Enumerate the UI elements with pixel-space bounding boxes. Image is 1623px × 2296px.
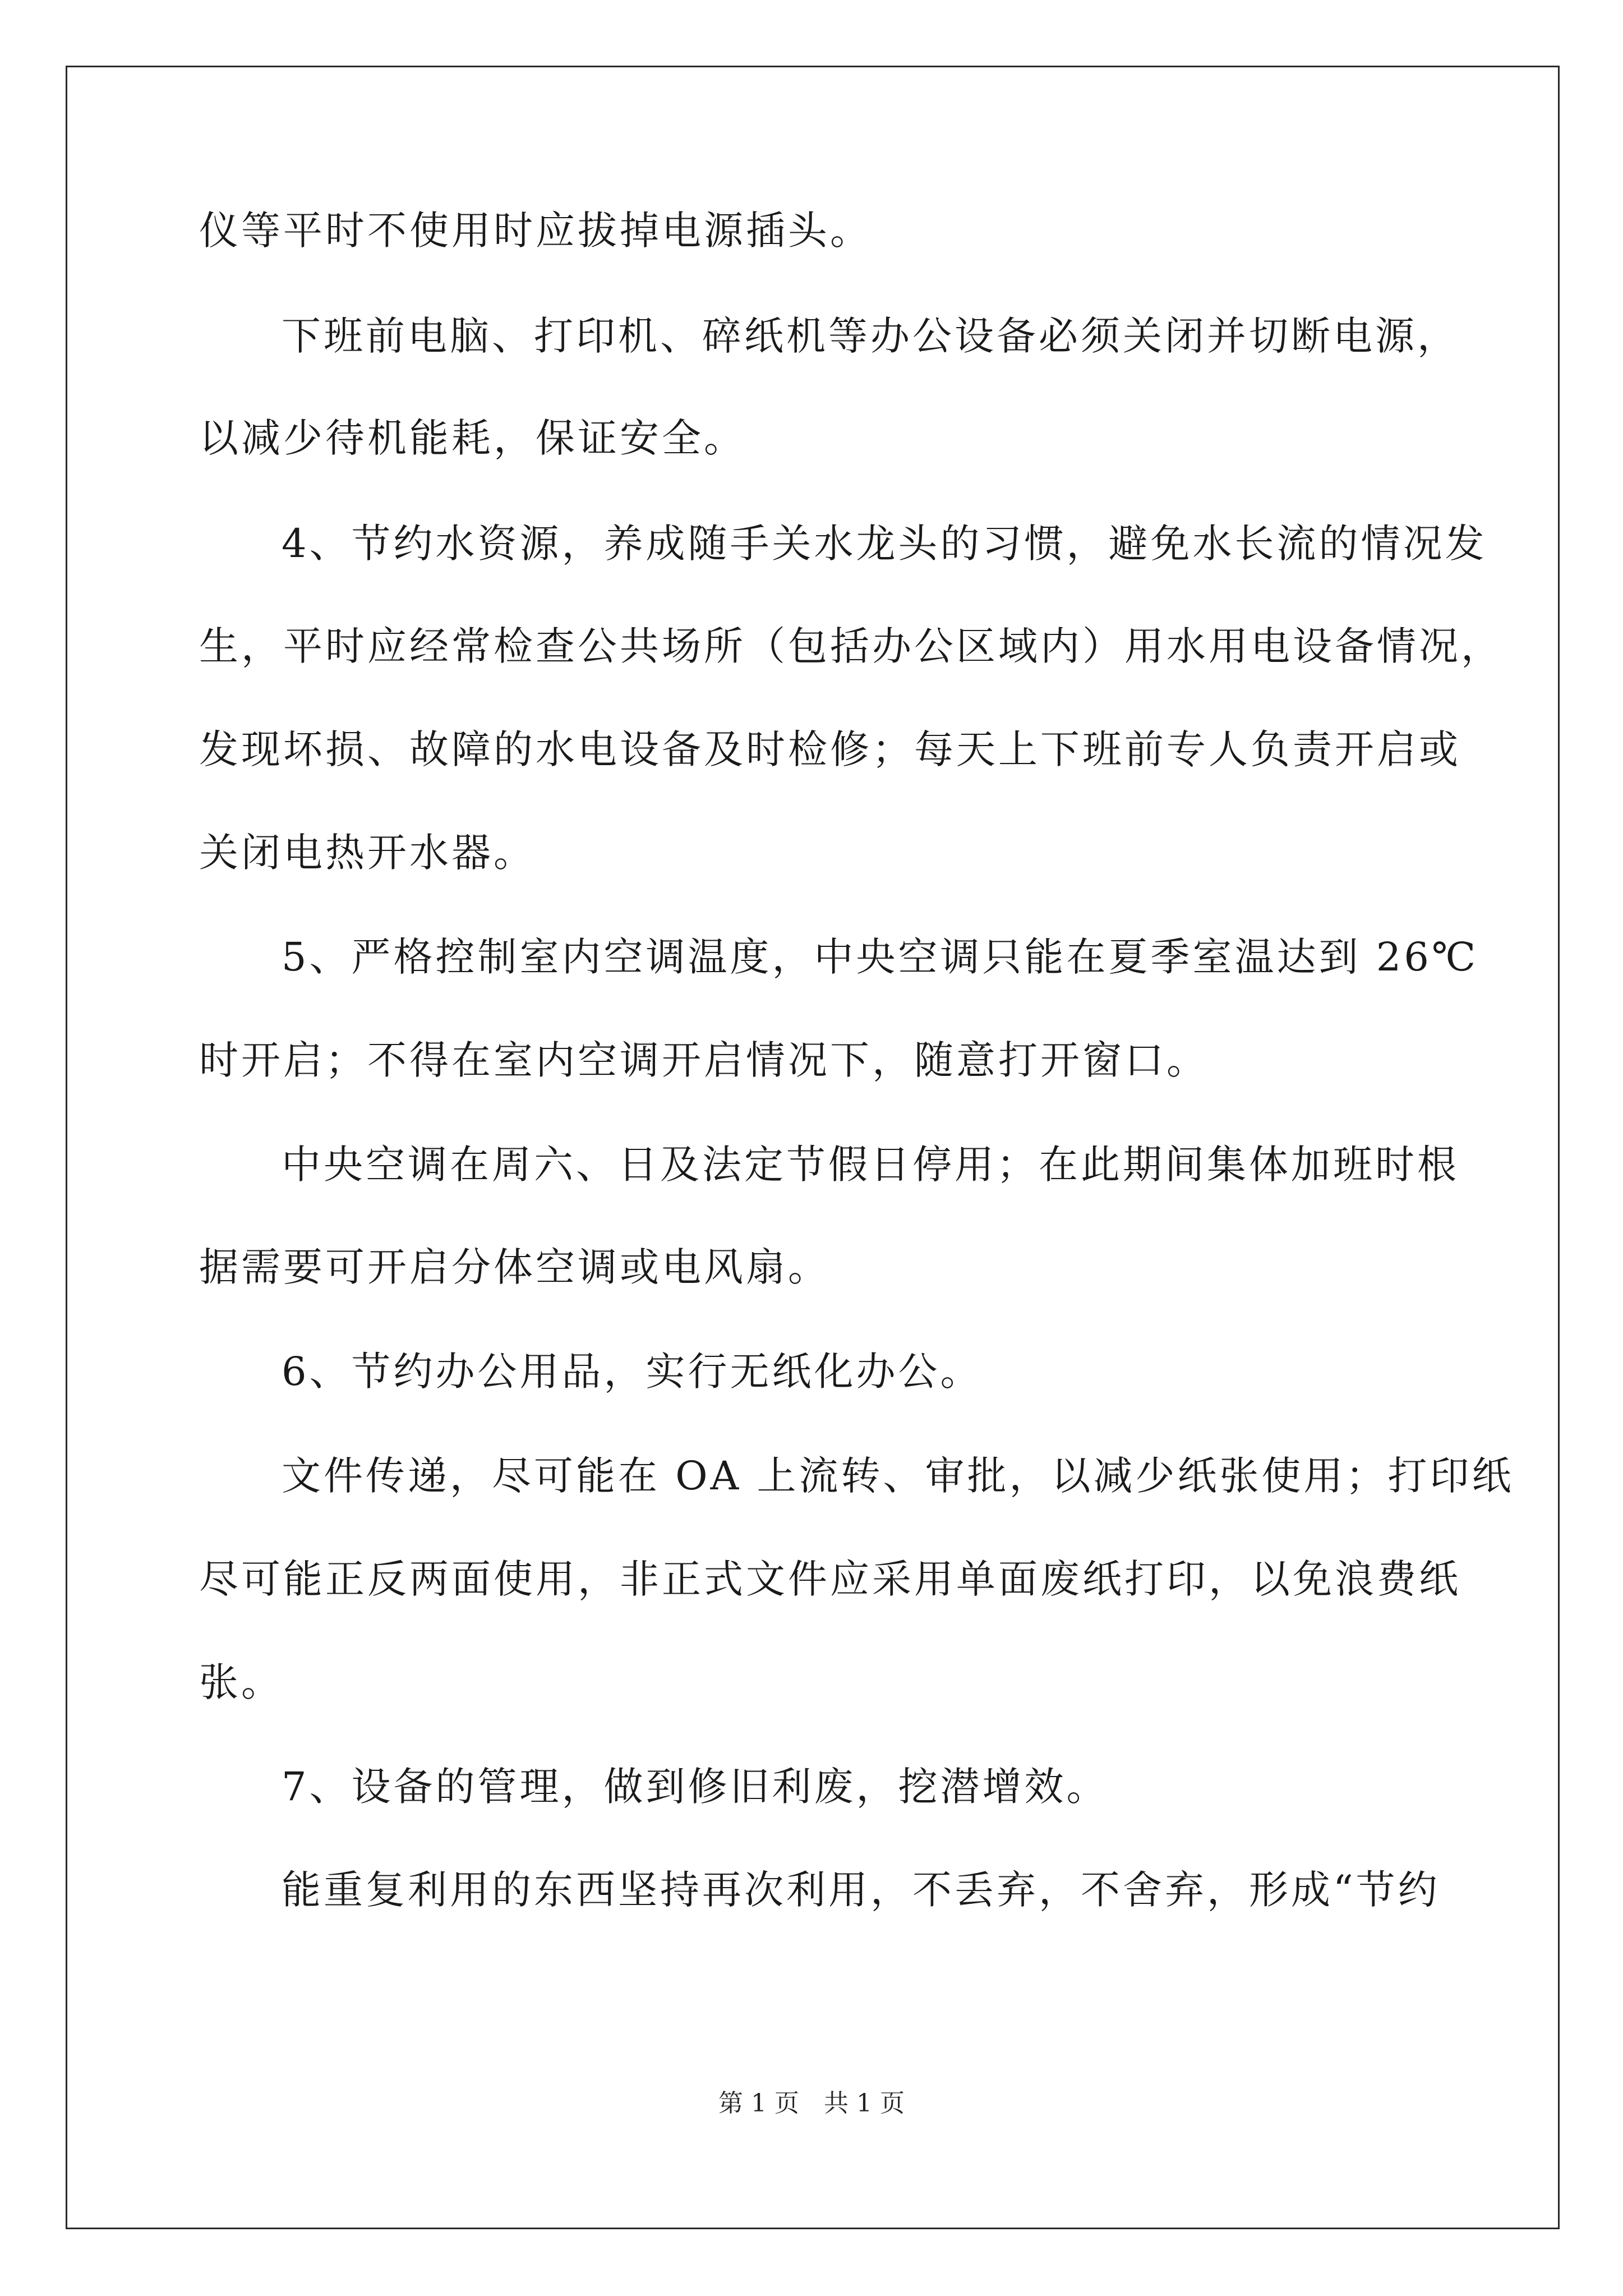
text-line: 关闭电热开水器。 xyxy=(199,830,536,876)
text-line: 4、节约水资源，养成随手关水龙头的习惯，避免水长流的情况发 xyxy=(282,521,1487,567)
text-line: 5、严格控制室内空调温度，中央空调只能在夏季室温达到 26℃ xyxy=(282,934,1479,980)
text-line: 时开启；不得在室内空调开启情况下，随意打开窗口。 xyxy=(199,1037,1209,1083)
text-line: 能重复利用的东西坚持再次利用，不丢弃，不舍弃，形成“节约 xyxy=(282,1867,1440,1913)
text-line: 中央空调在周六、日及法定节假日停用；在此期间集体加班时根 xyxy=(282,1142,1459,1188)
text-line: 据需要可开启分体空调或电风扇。 xyxy=(199,1244,830,1290)
text-line: 文件传递，尽可能在 OA 上流转、审批，以减少纸张使用；打印纸 xyxy=(282,1453,1514,1499)
text-line: 下班前电脑、打印机、碎纸机等办公设备必须关闭并切断电源， xyxy=(282,313,1459,359)
text-line: 生，平时应经常检查公共场所（包括办公区域内）用水用电设备情况， xyxy=(199,623,1503,669)
text-line: 发现坏损、故障的水电设备及时检修；每天上下班前专人负责开启或 xyxy=(199,726,1461,772)
page-footer: 第 1 页 共 1 页 xyxy=(718,2089,905,2118)
text-line: 尽可能正反两面使用，非正式文件应采用单面废纸打印，以免浪费纸 xyxy=(199,1556,1461,1602)
text-line: 以减少待机能耗，保证安全。 xyxy=(199,415,746,461)
text-line: 6、节约办公用品，实行无纸化办公。 xyxy=(282,1349,983,1395)
text-line: 仪等平时不使用时应拔掉电源插头。 xyxy=(199,208,872,254)
text-line: 7、设备的管理，做到修旧利废，挖潜增效。 xyxy=(282,1764,1109,1810)
text-line: 张。 xyxy=(199,1659,283,1705)
